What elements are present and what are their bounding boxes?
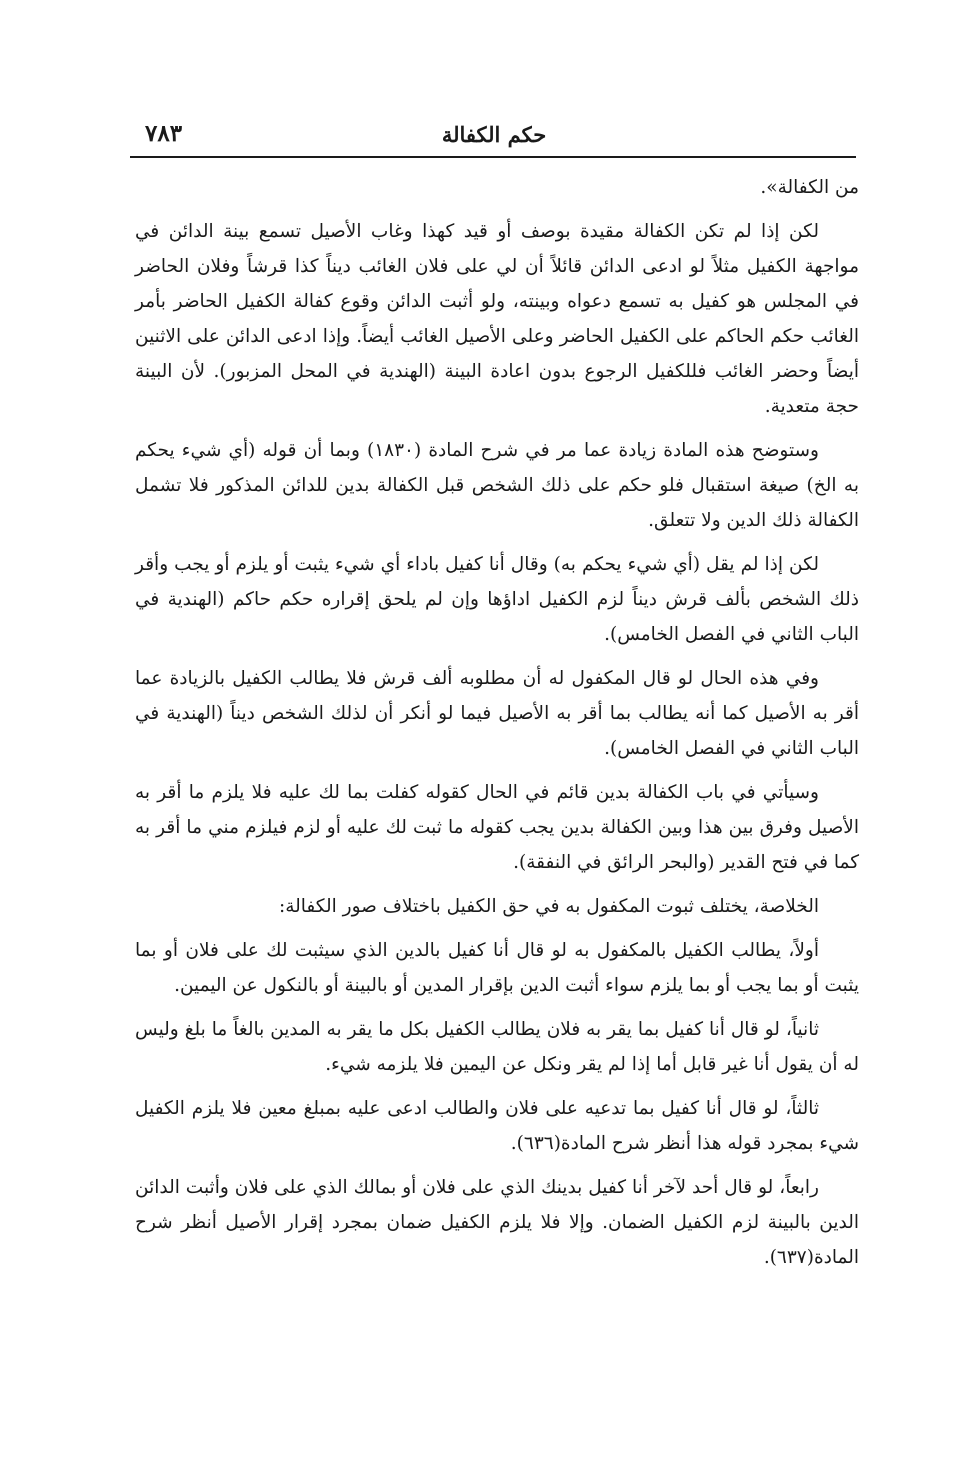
paragraph: وفي هذه الحال لو قال المكفول له أن مطلوبه ألف قرش فلا يطالب الكفيل بالزيادة عما أقر به الأصيل كما أنه يطالب بما أقر به الأصيل فيما لو أنكر أن لذلك الشخص ديناً (الهندية في الباب الثاني في الفصل الخامس).: [135, 668, 859, 759]
header-rule: [130, 156, 856, 158]
list-item: أولاً، يطالب الكفيل بالمكفول به لو قال أنا كفيل بالدين الذي سيثبت لك على فلان أو بما يثبت أو بما يجب أو بما يلزم سواء أثبت الدين بإقرار المدين أو بالبينة أو بالنكول عن اليمين.: [135, 940, 859, 996]
paragraph: وستوضح هذه المادة زيادة عما مر في شرح المادة (١٨٣٠) وبما أن قوله (أي شيء يحكم به الخ) صيغة استقبال فلو حكم على ذلك الشخص قبل الكفالة بدين للدائن المذكور فلا تشمل الكفالة ذلك الدين ولا تتعلق.: [135, 440, 859, 531]
paragraph: لكن إذا لم يقل (أي شيء يحكم به) وقال أنا كفيل باداء أي شيء يثبت أو يلزم أو يجب وأقر ذلك الشخص بألف قرش ديناً لزم الكفيل اداؤها وإن لم يلحق إقراره حكم حاكم (الهندية في الباب الثاني في الفصل الخامس).: [135, 554, 859, 645]
page-header: [135, 118, 853, 154]
list-item: رابعاً، لو قال أحد لآخر أنا كفيل بدينك الذي على فلان أو بمالك الذي على فلان وأثبت الدائن الدين بالبينة لزم الكفيل الضمان. وإلا فلا يلزم الكفيل ضمان بمجرد إقرار الأصيل أنظر شرح المادة(٦٣٧).: [135, 1177, 859, 1268]
list-item: ثانياً، لو قال أنا كفيل بما يقر به فلان يطالب الكفيل بكل ما يقر به المدين بالغاً ما بلغ وليس له أن يقول أنا غير قابل أما إذا لم يقر ونكل عن اليمين فلا يلزمه شيء.: [135, 1019, 859, 1075]
paragraph: وسيأتي في باب الكفالة بدين قائم في الحال كقوله كفلت بما لك عليه فلا يلزم ما أقر به الأصيل وفرق بين هذا وبين الكفالة بدين يجب كقوله ما ثبت لك عليه أو لزم فيلزم مني ما أقر به كما في فتح القدير (والبحر الرائق في النفقة).: [135, 782, 859, 873]
page-body: [135, 170, 859, 1275]
list-item: ثالثاً، لو قال أنا كفيل بما تدعيه على فلان والطالب ادعى عليه بمبلغ معين فلا يلزم الكفيل شيء بمجرد قوله هذا أنظر شرح المادة(٦٣٦).: [135, 1098, 859, 1154]
paragraph: لكن إذا لم تكن الكفالة مقيدة بوصف أو قيد كهذا وغاب الأصيل تسمع بينة الدائن في مواجهة الكفيل مثلاً لو ادعى الدائن قائلاً أن لي على فلان الغائب ديناً كذا قرشاً وفلان الحاضر في المجلس هو كفيل به تسمع دعواه وبينته، ولو أثبت الدائن وقوع كفالة الكفيل الحاضر بأمر الغائب حكم الحاكم على الكفيل الحاضر وعلى الأصيل الغائب أيضاً. وإذا ادعى الدائن على الاثنين أيضاً وحضر الغائب فللكفيل الرجوع بدون اعادة البينة (الهندية في المحل المزبور). لأن البينة حجة متعدية.: [135, 221, 859, 417]
running-title: حكم الكفالة: [441, 122, 547, 147]
summary-heading: الخلاصة، يختلف ثبوت المكفول به في حق الكفيل باختلاف صور الكفالة:: [279, 896, 819, 917]
paragraph: من الكفالة».: [760, 177, 859, 198]
page-number: ٧٨٣: [145, 120, 183, 147]
